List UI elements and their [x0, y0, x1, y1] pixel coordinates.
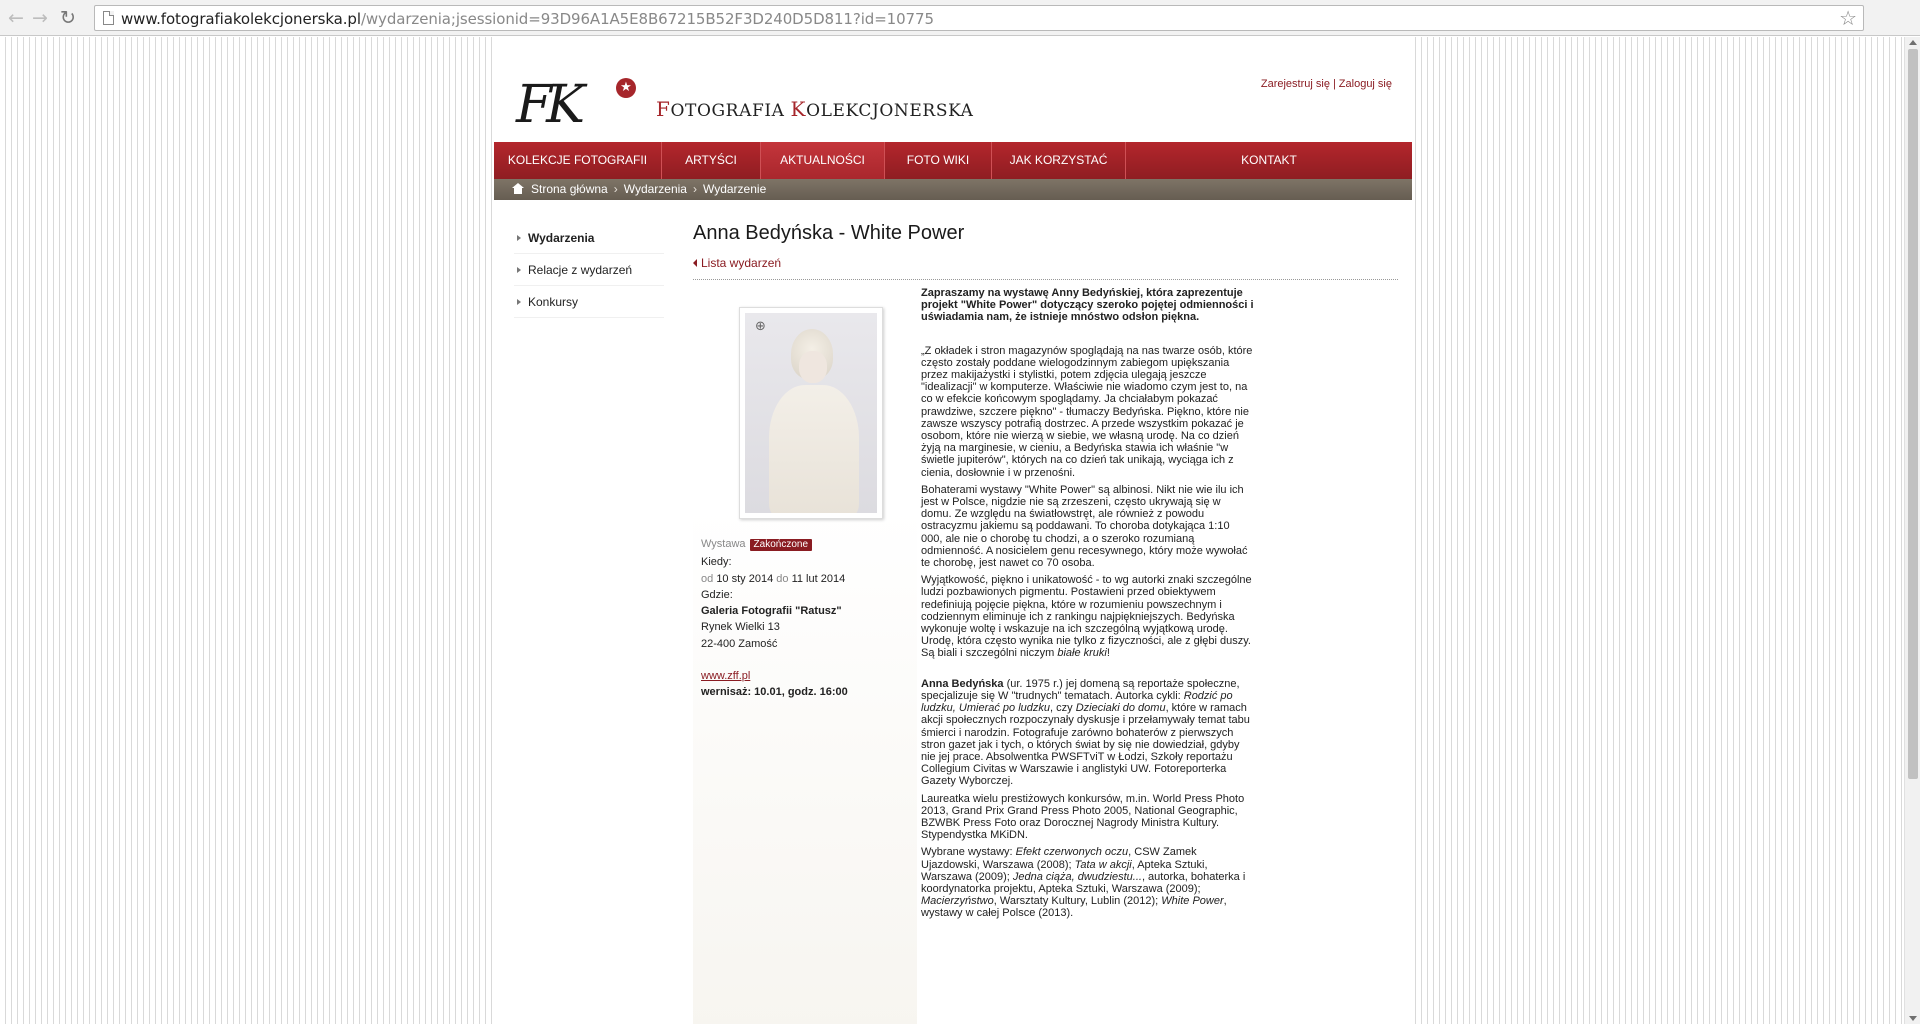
bio3-italic-3: Jedna ciąża, dwudziestu...	[1012, 870, 1142, 883]
from-label: od	[701, 572, 714, 585]
to-label: do	[776, 572, 789, 585]
bio3-text-d: , autorka, bohaterka i koordynatorka projektu, Apteka Sztuki, Warszawa (2009);	[921, 870, 1246, 895]
bio1-italic-1: Rodzić po ludzku, Umierać po ludzku	[921, 689, 1233, 715]
lead-paragraph: Zapraszamy na wystawę Anny Bedyńskiej, która zaprezentuje projekt "White Power" dotyczący szeroko pojętej odmienności i uświadamia nam, że istnieje mnóstwo odsłon piękna.	[921, 287, 1254, 324]
p3-italic: białe kruki	[1057, 647, 1107, 660]
event-details-column	[693, 281, 917, 1024]
venue-name: Galeria Fotografii "Ratusz"	[701, 605, 842, 618]
main-content	[693, 219, 1398, 920]
bio3-text-b: , CSW Zamek Ujazdowski, Warszawa (2008);	[921, 846, 1197, 871]
bio3-text-e: , Warsztaty Kultury, Lublin (2012);	[993, 895, 1162, 908]
site-container	[494, 37, 1412, 1024]
bookmark-star-icon[interactable]: ☆	[1839, 6, 1857, 30]
logo-initial-k: K	[790, 97, 807, 121]
logo-initial-f: F	[656, 97, 671, 121]
scrollbar-thumb[interactable]	[1908, 49, 1918, 779]
event-photo-image[interactable]	[745, 313, 877, 513]
breadcrumb-separator: ›	[692, 182, 697, 196]
login-link[interactable]: Zaloguj się	[1338, 78, 1392, 90]
back-arrow-icon[interactable]: ←	[8, 7, 24, 29]
bio3-text-f: , wystawy w całej Polsce (2013).	[921, 895, 1227, 920]
zoom-icon[interactable]: ⊕	[755, 319, 766, 334]
bio-paragraph-1	[921, 678, 1254, 788]
breadcrumb	[494, 179, 1412, 200]
url-host: www.fotografiakolekcjonerska.pl	[121, 10, 361, 28]
sidebar-item-konkursy[interactable]: Konkursy	[514, 286, 664, 318]
to-date: 11 lut 2014	[791, 572, 846, 585]
description-paragraph-3	[921, 574, 1254, 659]
address-bar[interactable]	[94, 5, 1864, 31]
event-type: Wystawa	[701, 538, 746, 550]
url-path: /wydarzenia;jsessionid=93D96A1A5E8B67215B52F3D240D5D811?id=10775	[360, 10, 934, 28]
bio3-italic-2: Tata w akcji	[1074, 858, 1132, 871]
bio1-italic-2: Dzieciaki do domu	[1075, 702, 1166, 715]
status-badge: Zakończone	[750, 539, 812, 551]
bio3-italic-1: Efekt czerwonych oczu	[1015, 846, 1129, 859]
auth-separator: |	[1332, 78, 1336, 90]
photo-figure-face	[799, 351, 827, 383]
page-scrollbar[interactable]	[1904, 37, 1920, 1024]
scroll-down-icon[interactable]	[1909, 1016, 1917, 1021]
bio3-italic-4: Macierzyństwo	[921, 895, 994, 908]
logo-text[interactable]	[656, 97, 974, 121]
bio1-text-c: , które w ramach akcji społecznych rozpoczynały dyskusje i przełamywały temat tabu śmierci i narodzin. Fotografuje zarówno bohaterów z pierwszych stron gazet jak i tych, o których świat by się nie dowiedział, gdyby nie jej prace. Absolwentka PWSFTviT w Łodzi, Szkoły reportażu Collegium Civitas w Warszawie i anglistyki UW. Fotoreporterka Gazety Wyborczej.	[921, 702, 1250, 788]
event-photo[interactable]	[739, 307, 883, 519]
description-paragraph-2: Bohaterami wystawy "White Power" są albinosi. Nikt nie wie ilu ich jest w Polsce, nigdzie nie są zrzeszeni, często ukrywają się w domu. Ze względu na światłowstręt, ale również z powodu ostracyzmu jakiemu są poddawani. To choroba dotykająca 1:10 000, ale nie o chorobę tu chodzi, a o szeroko rozumianą odmienność. A nosicielem genu recesywnego, który może wywołać te chorobę, jest nawet co 70 osoba.	[921, 483, 1248, 570]
artist-name: Anna Bedyńska	[921, 677, 1004, 690]
logo-word-2: OLEKCJONERSKA	[806, 101, 974, 121]
bio3-italic-5: White Power	[1161, 895, 1224, 908]
when-label: Kiedy:	[701, 556, 732, 569]
breadcrumb-home[interactable]: Strona główna	[531, 182, 608, 196]
page-icon	[103, 11, 114, 25]
main-navigation	[494, 142, 1412, 179]
bio1-text-b: , czy	[1050, 702, 1076, 715]
vernissage: wernisaż: 10.01, godz. 16:00	[701, 686, 848, 699]
nav-item-kontakt[interactable]: KONTAKT	[1241, 153, 1297, 167]
browser-toolbar	[0, 0, 1920, 36]
where-label: Gdzie:	[701, 588, 733, 601]
logo-star-icon: ★	[616, 78, 636, 98]
date-range	[701, 571, 911, 587]
sidebar	[514, 222, 664, 318]
breadcrumb-events[interactable]: Wydarzenia	[623, 182, 687, 196]
description-paragraph-1: „Z okładek i stron magazynów spoglądają na nas twarze osób, które często zostały poddane wielogodzinnym zabiegom upiększania przez makijażystki i stylistki, potem zdjęcia ulegają jeszcze "idealizacji" w komputerze. Właściwie nie wiadomo czym jest to, na co w efekcie końcowym spoglądamy. Ja chciałabym pokazać prawdziwe, szczere piękno" - tłumaczy Bedyńska. Piękno, które nie zawsze wszyscy potrafią dostrzec. A przede wszystkim pokazać je osobom, które nie wierzą w siebie, we własną urodę. Na co dzień żyją na marginesie, w cieniu, a Bedyńska stawia ich właśnie "w świetle jupiterów", których na co dzień tak unikają, wyciąga ich z cienia, dosłownie i w przenośni.	[921, 344, 1253, 479]
auth-links	[1261, 78, 1392, 90]
p3-end: !	[1106, 647, 1110, 660]
url-text[interactable]	[121, 10, 934, 28]
register-link[interactable]: Zarejestruj się	[1260, 78, 1330, 90]
nav-item-aktualnosci[interactable]: AKTUALNOŚCI	[761, 142, 885, 179]
page-viewport	[0, 37, 1904, 1024]
logo-word-1: OTOGRAFIA	[670, 101, 791, 121]
home-icon[interactable]	[512, 183, 524, 194]
photo-figure-dress	[769, 385, 859, 513]
nav-item-foto-wiki[interactable]: FOTO WIKI	[885, 142, 992, 179]
scroll-up-icon[interactable]	[1909, 40, 1917, 45]
website-link[interactable]: www.zff.pl	[701, 670, 751, 683]
venue-city: 22-400 Zamość	[701, 637, 778, 650]
logo-mark[interactable]: FK	[516, 75, 579, 135]
venue-street: Rynek Wielki 13	[701, 621, 780, 634]
bio3-text-c: , Apteka Sztuki, Warszawa (2009);	[921, 858, 1208, 883]
sidebar-item-relacje[interactable]: Relacje z wydarzeń	[514, 254, 664, 286]
bio-paragraph-3	[921, 846, 1254, 919]
from-date: 10 sty 2014	[716, 572, 774, 585]
nav-item-jak-korzystac[interactable]: JAK KORZYSTAĆ	[992, 142, 1126, 179]
forward-arrow-icon[interactable]: →	[32, 7, 48, 29]
sidebar-item-wydarzenia[interactable]: Wydarzenia	[514, 222, 664, 254]
event-meta	[701, 536, 911, 701]
event-description	[921, 287, 1254, 925]
bio-paragraph-2: Laureatka wielu prestiżowych konkursów, m.in. World Press Photo 2013, Grand Prix Grand Press Photo 2005, National Geographic, BZWBK Press Foto oraz Dorocznej Nagrody Ministra Kultury. Stypendystka MKiDN.	[921, 792, 1245, 842]
page-title: Anna Bedyńska - White Power	[693, 222, 965, 244]
breadcrumb-current: Wydarzenie	[702, 182, 767, 196]
divider	[693, 279, 1398, 280]
nav-item-kolekcje[interactable]: KOLEKCJE FOTOGRAFII	[494, 142, 662, 179]
bio3-text-a: Wybrane wystawy:	[921, 846, 1016, 859]
p3-text: Wyjątkowość, piękno i unikatowość - to wg autorki znaki szczególne ludzi pozbawionych pigmentu. Postawieni przed obiektywem redefiniują pojęcie piękna, które w rozumieniu powszechnym i codziennym eliminuje ich z rankingu najpiękniejszych. Bedyńska wykonuje woltę i wskazuje na ich szczególną wyjątkową urodę. Urodę, która często wynika nie tylko z fizyczności, ale z głębi duszy. Są biali i szczególni niczym	[921, 574, 1252, 660]
reload-icon[interactable]: ↻	[60, 7, 76, 29]
back-to-list-link[interactable]: Lista wydarzeń	[693, 255, 1398, 271]
nav-item-artysci[interactable]: ARTYŚCI	[662, 142, 761, 179]
breadcrumb-separator: ›	[613, 182, 618, 196]
bio1-text-a: (ur. 1975 r.) jej domeną są reportaże społeczne, specjalizuje się W "trudnych" tematach. Autorka cykli:	[921, 677, 1240, 702]
